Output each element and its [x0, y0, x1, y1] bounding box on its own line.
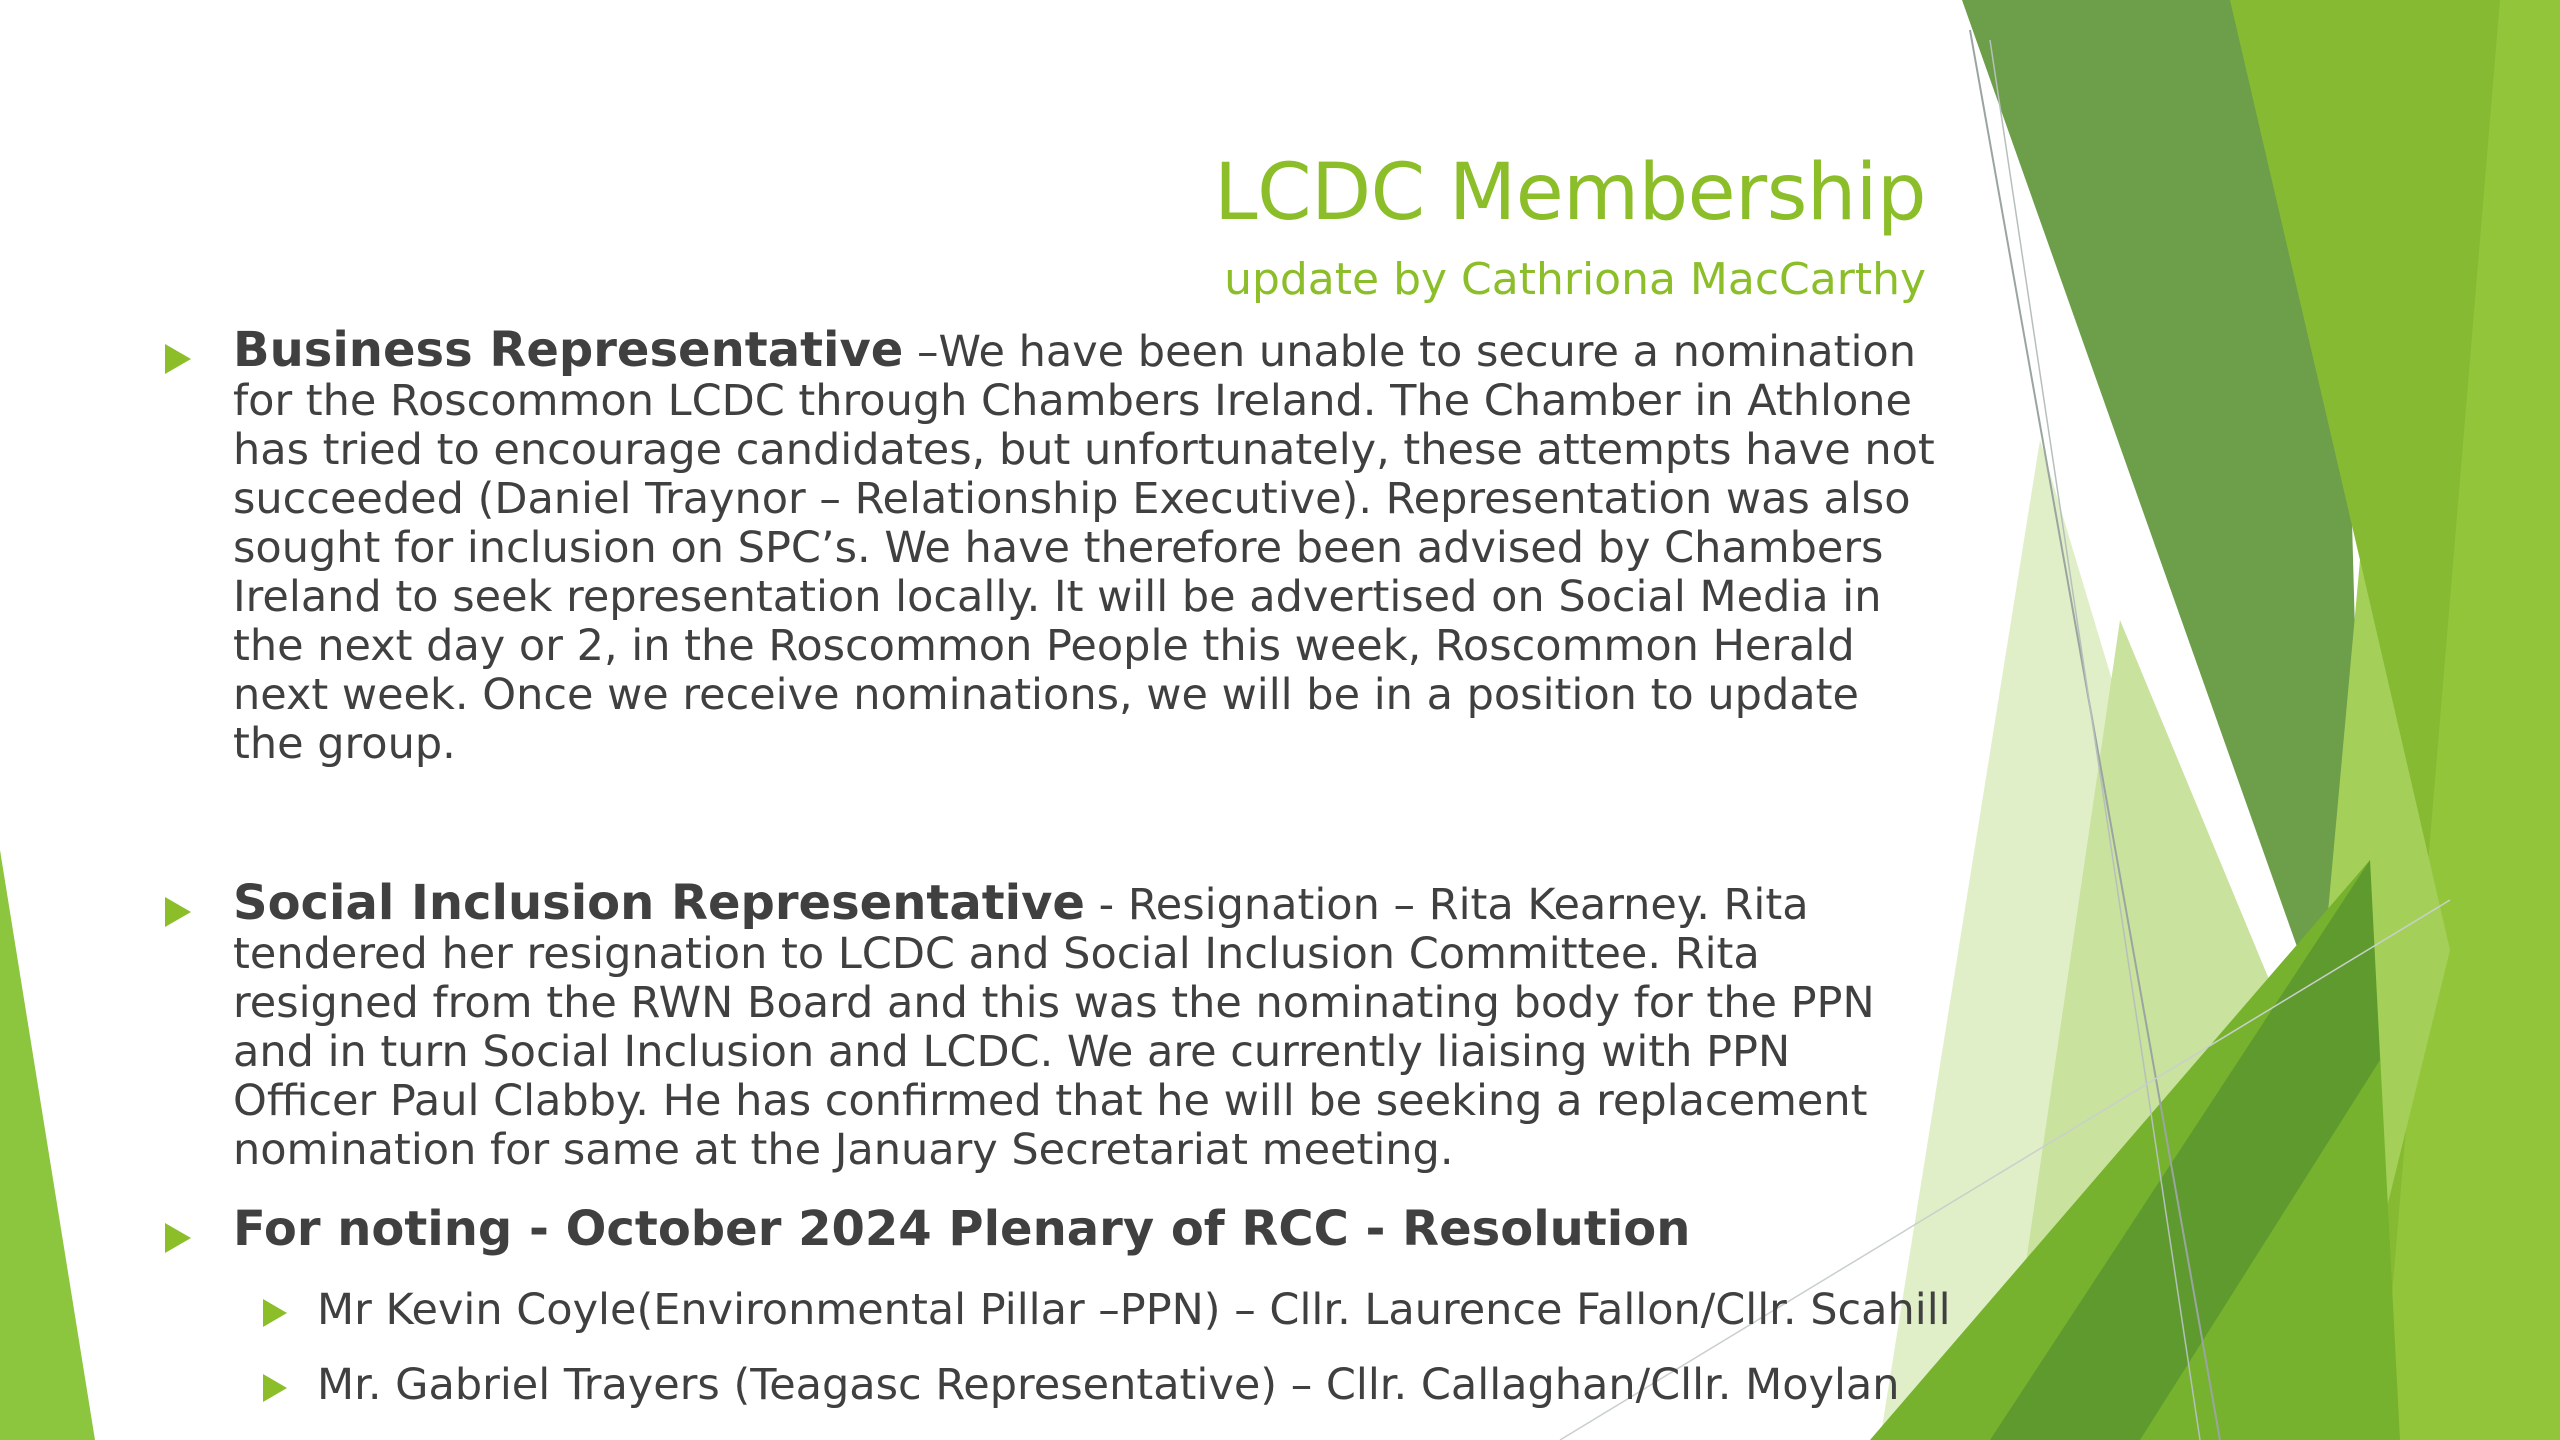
sub-bullet-gabriel-trayers [160, 1361, 1940, 1410]
bullet-social-inclusion-representative [160, 875, 1940, 1175]
bullet-arrow-icon [165, 1223, 191, 1253]
sub-bullet-text: Mr Kevin Coyle(Environmental Pillar –PPN) – Cllr. Laurence Fallon/Cllr. Scahill [317, 1285, 1951, 1335]
sub-bullet-text: Mr. Gabriel Trayers (Teagasc Representative) – Cllr. Callaghan/Cllr. Moylan [317, 1360, 1900, 1410]
bullet-heading: For noting - October 2024 Plenary of RCC - Resolution [233, 1201, 1691, 1257]
bullet-separator: - [1084, 880, 1128, 930]
bullet-heading: Business Representative [233, 322, 904, 378]
bullet-separator: – [903, 327, 939, 377]
bullet-business-representative [160, 322, 1940, 769]
bullet-text: We have been unable to secure a nomination for the Roscommon LCDC through Chambers Ireland. The Chamber in Athlone has tried to encourage candidates, but unfortunately, these attempts have not succeeded (Daniel Traynor – Relationship Executive). Representation was also sought for inclusion on SPC’s. We have therefore been advised by Chambers Ireland to seek representation locally. It will be advertised on Social Media in the next day or 2, in the Roscommon People this week, Roscommon Herald next week. Once we receive nominations, we will be in a position to update the group. [233, 327, 1935, 769]
bullet-for-noting [160, 1201, 1940, 1257]
bullet-text: Resignation – Rita Kearney. Rita tendered her resignation to LCDC and Social Inclusion Committee. Rita resigned from the RWN Board and this was the nominating body for the PPN and in turn Social Inclusion and LCDC. We are currently liaising with PPN Officer Paul Clabby. He has confirmed that he will be seeking a replacement nomination for same at the January Secretariat meeting. [233, 880, 1875, 1175]
bullet-arrow-icon [165, 897, 191, 927]
slide-title: LCDC Membership [1214, 148, 1926, 238]
slide-subtitle: update by Cathriona MacCarthy [1224, 254, 1926, 305]
slide-content [160, 320, 1951, 1410]
sub-bullet-kevin-coyle [160, 1285, 1951, 1335]
bullet-heading: Social Inclusion Representative [233, 875, 1085, 931]
bullet-arrow-icon [165, 344, 191, 374]
sub-bullet-arrow-icon [263, 1374, 287, 1402]
sub-bullet-arrow-icon [263, 1299, 287, 1327]
left-green-facet [0, 850, 95, 1440]
